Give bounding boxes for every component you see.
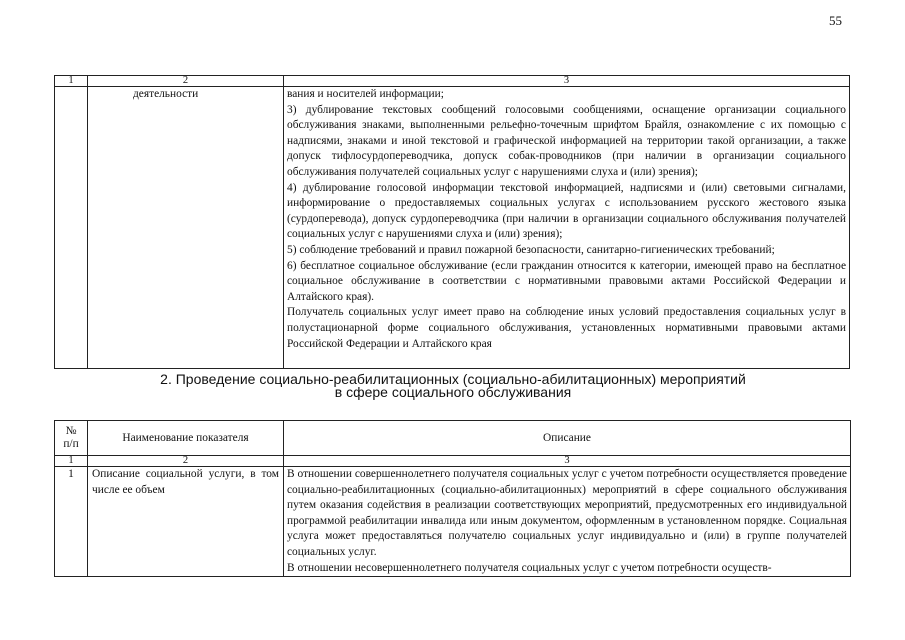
description-paragraph: Получатель социальных услуг имеет право на соблюдение иных условий предоставления социальных услуг в полустационарной форме социального обслуживания, установленных нормативными правовыми актами Российской Федерации и Алтайского края: [287, 306, 846, 350]
column-number: 2: [88, 456, 284, 467]
table-header-row: [55, 421, 851, 456]
section-title-line: 2. Проведение социально-реабилитационных (социально-абилитационных) мероприятий: [160, 371, 746, 387]
column-number: 3: [284, 76, 850, 87]
row-number-cell: 1: [55, 467, 88, 577]
description-cell: [284, 467, 851, 577]
column-number-row: [55, 76, 850, 87]
section-title-line: в сфере социального обслуживания: [334, 384, 572, 400]
description-paragraph: 5) соблюдение требований и правил пожарной безопасности, санитарно-гигиенических требований;: [287, 243, 775, 256]
column-number: 1: [55, 76, 88, 87]
row-number-cell: [55, 87, 88, 369]
description-paragraph: В отношении совершеннолетнего получателя социальных услуг с учетом потребности осуществляется проведение социально-реабилитационных (социально-абилитационных) мероприятий в сфере социального обслуживания путем оказания содействия в реализации соответствующих мероприятий, предусмотренных его индивидуальной программой реабилитации инвалида или иным документом, оформленным в установленном порядке. Социальная услуга может предоставляться получателю социальных услуг индивидуально и (или) в группе получателей социальных услуг.: [287, 468, 847, 558]
description-paragraph: 3) дублирование текстовых сообщений голосовыми сообщениями, оснащение организации социального обслуживания знаками, выполненными рельефно-точечным шрифтом Брайля, ознакомление с их помощью с надписями, знаками и иной текстовой и графической информацией на территории такой организации, а также допуск тифлосурдопереводчика, допуск собак-проводников (при наличии в организации социального обслуживания получателей социальных услуг с нарушениями слуха и (или) зрения);: [287, 103, 846, 178]
page-number: 55: [829, 13, 842, 28]
description-paragraph: вания и носителей информации;: [287, 88, 444, 100]
indicator-name-cell: деятельности: [88, 87, 284, 369]
description-paragraph: 6) бесплатное социальное обслуживание (если гражданин относится к категории, имеющей право на бесплатное социальное обслуживание в соответствии с нормативными правовыми актами Российской Федерации и Алтайского края).: [287, 259, 846, 303]
header-description: Описание: [284, 421, 851, 456]
header-number: № п/п: [55, 421, 88, 456]
indicator-name-cell: Описание социальной услуги, в том числе ее объем: [88, 467, 284, 577]
service-table: [54, 420, 851, 577]
section-title: [60, 373, 846, 399]
description-cell: [284, 87, 850, 369]
description-paragraph: В отношении несовершеннолетнего получателя социальных услуг с учетом потребности осуществ-: [287, 561, 772, 574]
column-number: 1: [55, 456, 88, 467]
table-row: [55, 467, 851, 577]
column-number-row: [55, 456, 851, 467]
column-number: 2: [88, 76, 284, 87]
table-row: [55, 87, 850, 369]
header-indicator-name: Наименование показателя: [88, 421, 284, 456]
conditions-table: [54, 75, 850, 369]
column-number: 3: [284, 456, 851, 467]
description-paragraph: 4) дублирование голосовой информации текстовой информацией, надписями и (или) световыми сигналами, информирование о предоставляемых социальных услугах с использованием русского жестового языка (сурдоперевода), допуск сурдопереводчика (при наличии в организации социального обслуживания получателей социальных услуг с нарушениями слуха и (или) зрения);: [287, 181, 846, 241]
